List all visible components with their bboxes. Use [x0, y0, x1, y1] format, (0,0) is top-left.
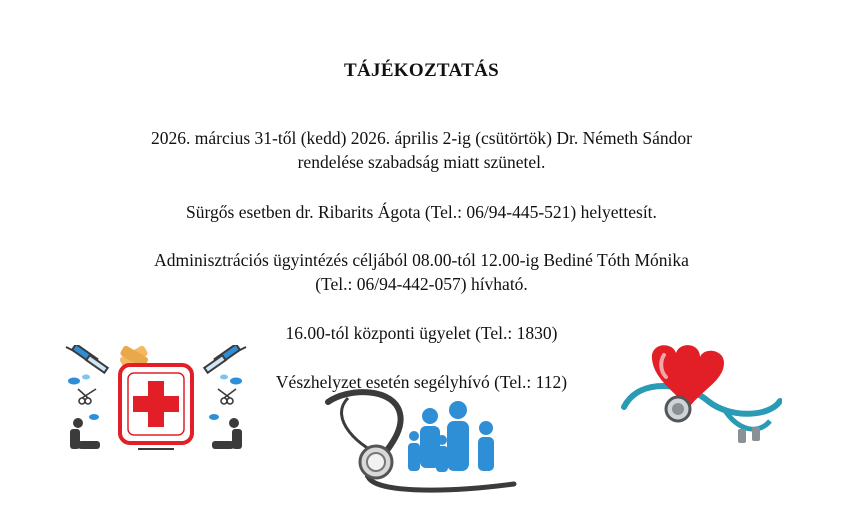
notice-line: rendelése szabadság miatt szünetel. [297, 152, 546, 172]
notice-paragraph-duty [0, 321, 843, 345]
notice-paragraph-absence [0, 126, 843, 174]
first-aid-kit-icon [64, 345, 248, 455]
heart-stethoscope-icon [620, 345, 782, 445]
notice-line: Vészhelyzet esetén segélyhívó (Tel.: 112) [275, 372, 568, 392]
notice-paragraph-substitute [0, 200, 843, 224]
notice-line: Adminisztrációs ügyintézés céljából 08.00-tól 12.00-ig Bediné Tóth Mónika [154, 250, 689, 270]
notice-line: 16.00-tól központi ügyelet (Tel.: 1830) [285, 323, 558, 343]
notice-line: 2026. március 31-től (kedd) 2026. április 2-ig (csütörtök) Dr. Németh Sándor [151, 128, 692, 148]
notice-line: Sürgős esetben dr. Ribarits Ágota (Tel.: 06/94-445-521) helyettesít. [186, 202, 657, 222]
notice-paragraph-administration [0, 248, 843, 296]
stethoscope-family-icon [318, 388, 518, 500]
notice-title: TÁJÉKOZTATÁS [344, 60, 499, 81]
notice-line: (Tel.: 06/94-442-057) hívható. [315, 274, 528, 294]
